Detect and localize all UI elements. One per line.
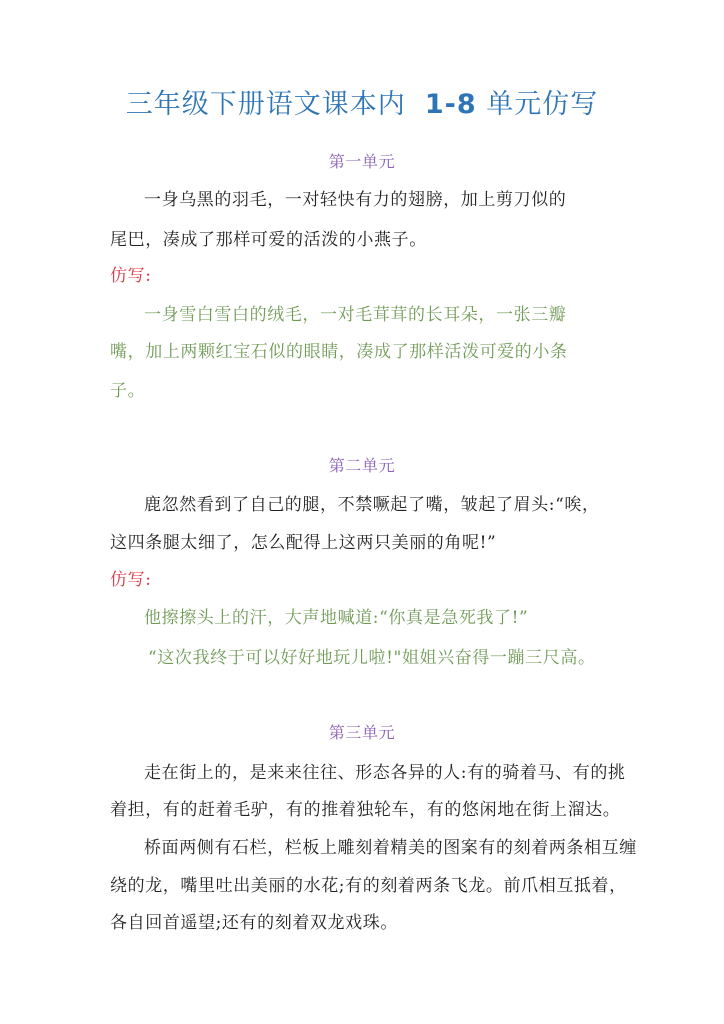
original-line: 着担，有的赶着毛驴，有的推着独轮车，有的悠闲地在街上溜达。 bbox=[110, 800, 621, 820]
original-line: 这四条腿太细了，怎么配得上这两只美丽的角呢!” bbox=[110, 533, 497, 553]
imitation-label: 仿写: bbox=[110, 266, 152, 286]
original-line: 绕的龙，嘴里吐出美丽的水花;有的刻着两条飞龙。前爪相互抵着， bbox=[110, 876, 627, 896]
original-line: 桥面两侧有石栏，栏板上雕刻着精美的图案有的刻着两条相互缠 bbox=[144, 838, 637, 858]
imitation-label: 仿写: bbox=[110, 570, 152, 590]
title-range: 1-8 bbox=[424, 89, 477, 120]
original-line: 一身乌黑的羽毛，一对轻快有力的翅膀，加上剪刀似的 bbox=[144, 190, 567, 210]
original-line: 鹿忽然看到了自己的腿，不禁噘起了嘴，皱起了眉头:“唉， bbox=[144, 495, 600, 515]
imitation-line: “这次我终于可以好好地玩儿啦!"姐姐兴奋得一蹦三尺高。 bbox=[148, 648, 596, 668]
unit-heading: 第三单元 bbox=[328, 723, 396, 742]
original-line: 各自回首遥望;还有的刻着双龙戏珠。 bbox=[110, 913, 398, 933]
page-title bbox=[0, 88, 724, 122]
title-suffix: 单元仿写 bbox=[486, 89, 599, 120]
imitation-line: 子。 bbox=[110, 381, 146, 401]
imitation-line: 嘴，加上两颗红宝石似的眼睛，凑成了那样活泼可爱的小条 bbox=[110, 342, 568, 362]
original-line: 走在街上的，是来来往往、形态各异的人:有的骑着马、有的挑 bbox=[144, 763, 626, 783]
imitation-line: 一身雪白雪白的绒毛，一对毛茸茸的长耳朵，一张三瓣 bbox=[144, 305, 567, 325]
original-line: 尾巴，凑成了那样可爱的活泼的小燕子。 bbox=[110, 230, 427, 250]
title-text: 三年级下册语文课本内 bbox=[125, 89, 406, 120]
unit-heading: 第一单元 bbox=[328, 152, 396, 171]
unit-heading: 第二单元 bbox=[328, 456, 396, 475]
imitation-line: 他擦擦头上的汗，大声地喊道:“你真是急死我了!” bbox=[144, 608, 529, 628]
